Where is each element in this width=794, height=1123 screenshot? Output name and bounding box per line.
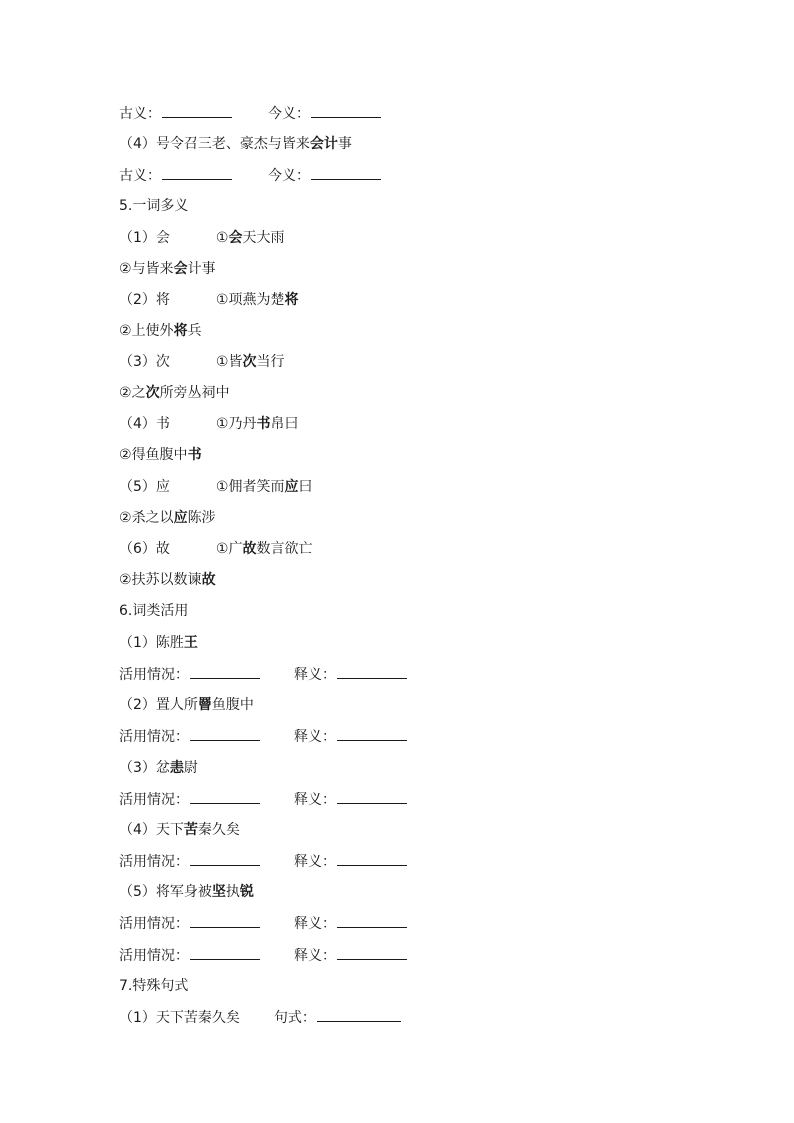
keyword: 将 [284, 292, 299, 308]
keyword: 次 [242, 354, 257, 370]
usage-label: 活用情况： [119, 948, 189, 964]
word-class-item: （2）置人所罾鱼腹中 [119, 697, 254, 713]
meaning-blank[interactable] [337, 849, 407, 866]
polysemy-example: ②得鱼腹中书 [119, 447, 202, 463]
usage-blank[interactable] [190, 787, 260, 804]
word-class-answer-row [119, 724, 407, 748]
usage-blank[interactable] [190, 943, 260, 960]
usage-label: 活用情况： [119, 729, 189, 745]
word-class-answer-row [119, 662, 407, 686]
polysemy-example: ②之次所旁丛祠中 [119, 385, 230, 401]
polysemy-item: （3）次 ①皆次当行 [119, 354, 285, 370]
ancient-meaning-label: 古义： [119, 168, 161, 184]
polysemy-item: （2）将 ①项燕为楚将 [119, 292, 299, 308]
keyword: 应 [173, 510, 188, 526]
sentence-pattern-item: （1）天下苦秦久矣 句式： [119, 1005, 401, 1029]
usage-blank[interactable] [190, 911, 260, 928]
section-heading-sentence-pattern: 7.特殊句式 [119, 978, 189, 994]
meaning-blank[interactable] [337, 724, 407, 741]
meaning-label: 释义： [294, 854, 336, 870]
section-heading-polysemy: 5.一词多义 [119, 198, 189, 214]
usage-blank[interactable] [190, 849, 260, 866]
keyword: 会 [228, 230, 243, 246]
meaning-label: 释义： [294, 948, 336, 964]
ancient-meaning-blank[interactable] [162, 163, 232, 180]
meaning-label: 释义： [294, 729, 336, 745]
modern-meaning-blank[interactable] [311, 101, 381, 118]
word-class-item: （1）陈胜王 [119, 635, 198, 651]
modern-meaning-blank[interactable] [311, 163, 381, 180]
meaning-label: 释义： [294, 916, 336, 932]
usage-blank[interactable] [190, 724, 260, 741]
keyword: 锐 [239, 884, 254, 900]
q4-sentence: （4）号令召三老、豪杰与皆来会计事 [119, 136, 352, 152]
keyword: 恚 [169, 760, 184, 776]
word-class-answer-row [119, 943, 407, 967]
keyword: 会计 [309, 136, 338, 152]
word-class-answer-row [119, 849, 407, 873]
polysemy-item: （1）会 ①会天大雨 [119, 230, 285, 246]
keyword: 故 [242, 541, 257, 557]
pattern-blank[interactable] [317, 1005, 401, 1022]
keyword: 罾 [197, 697, 212, 713]
pattern-label: 句式： [273, 1010, 316, 1026]
meaning-label: 释义： [294, 792, 336, 808]
keyword: 次 [145, 385, 160, 401]
usage-blank[interactable] [190, 662, 260, 679]
keyword: 故 [201, 572, 216, 588]
meaning-label: 释义： [294, 667, 336, 683]
usage-label: 活用情况： [119, 854, 189, 870]
keyword: 坚 [211, 884, 226, 900]
section-heading-word-class: 6.词类活用 [119, 603, 189, 619]
modern-meaning-label: 今义： [268, 168, 310, 184]
meaning-blank[interactable] [337, 943, 407, 960]
polysemy-example: ②杀之以应陈涉 [119, 510, 216, 526]
polysemy-item: （5）应 ①佣者笑而应曰 [119, 479, 313, 495]
polysemy-example: ②与皆来会计事 [119, 261, 216, 277]
usage-label: 活用情况： [119, 792, 189, 808]
word-class-item: （4）天下苦秦久矣 [119, 822, 240, 838]
keyword: 应 [284, 479, 299, 495]
modern-meaning-label: 今义： [268, 106, 310, 122]
polysemy-example: ②上使外将兵 [119, 323, 202, 339]
keyword: 苦 [183, 822, 198, 838]
word-class-answer-row [119, 911, 407, 935]
ancient-meaning-blank[interactable] [162, 101, 232, 118]
q3-gloss-row [119, 101, 381, 125]
polysemy-item: （6）故 ①广故数言欲亡 [119, 541, 313, 557]
ancient-meaning-label: 古义： [119, 106, 161, 122]
keyword: 书 [187, 447, 202, 463]
word-class-item: （3）忿恚尉 [119, 760, 198, 776]
keyword: 王 [183, 635, 198, 651]
keyword: 会 [173, 261, 188, 277]
meaning-blank[interactable] [337, 662, 407, 679]
word-class-answer-row [119, 787, 407, 811]
usage-label: 活用情况： [119, 916, 189, 932]
keyword: 将 [173, 323, 188, 339]
meaning-blank[interactable] [337, 911, 407, 928]
keyword: 书 [256, 416, 271, 432]
meaning-blank[interactable] [337, 787, 407, 804]
q4-gloss-row [119, 163, 381, 187]
word-class-item: （5）将军身被坚执锐 [119, 884, 254, 900]
usage-label: 活用情况： [119, 667, 189, 683]
polysemy-item: （4）书 ①乃丹书帛曰 [119, 416, 299, 432]
polysemy-example: ②扶苏以数谏故 [119, 572, 216, 588]
